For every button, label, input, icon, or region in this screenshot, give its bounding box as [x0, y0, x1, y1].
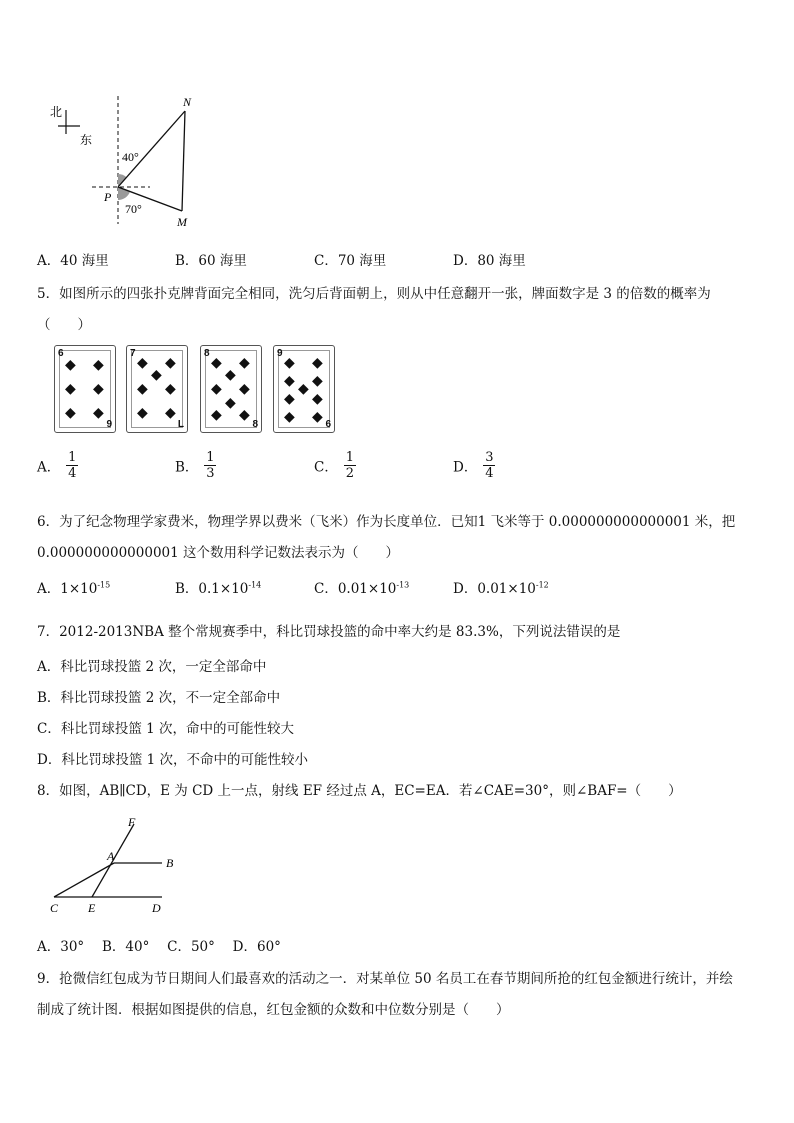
diamond-icon: ◆ — [65, 381, 76, 397]
diamond-icon: ◆ — [239, 407, 250, 423]
diamond-icon: ◆ — [312, 355, 323, 371]
diamond-icon: ◆ — [284, 373, 295, 389]
diamond-icon: ◆ — [137, 405, 148, 421]
diamond-icon: ◆ — [312, 409, 323, 425]
diamond-icon: ◆ — [284, 355, 295, 371]
q4-navigation-figure — [40, 94, 220, 234]
q4-option-c: C．70 海里 — [314, 253, 387, 269]
east-label: 东 — [80, 133, 93, 147]
diamond-icon: ◆ — [312, 391, 323, 407]
q8-parallel-lines-figure — [44, 812, 194, 918]
q5-option-c: C． $\frac{1}{2}$ — [314, 450, 354, 481]
playing-card-7: 7 L ◆ ◆ ◆ ◆ ◆ ◆ ◆ — [126, 345, 188, 433]
angle-40: 40° — [122, 150, 139, 164]
q6-option-d: D．$0.01\times 10^{-12}$ — [453, 580, 549, 597]
point-c: C — [50, 901, 59, 915]
point-n: N — [183, 95, 192, 109]
diamond-icon: ◆ — [298, 381, 309, 397]
q7-option-d: D．科比罚球投篮 1 次，不命中的可能性较小 — [37, 752, 308, 768]
diamond-icon: ◆ — [65, 357, 76, 373]
diamond-icon: ◆ — [239, 355, 250, 371]
q5-option-a: A． $\frac{1}{4}$ — [37, 450, 77, 481]
diamond-icon: ◆ — [65, 405, 76, 421]
diamond-icon: ◆ — [137, 355, 148, 371]
diamond-icon: ◆ — [93, 405, 104, 421]
q5-option-b: B． $\frac{1}{3}$ — [175, 450, 215, 481]
q7-option-a: A．科比罚球投篮 2 次，一定全部命中 — [37, 659, 267, 675]
q7-stem: 7．2012-2013NBA 整个常规赛季中，科比罚球投篮的命中率大约是 83.3%，下列说法错误的是 — [37, 624, 621, 640]
diamond-icon: ◆ — [284, 391, 295, 407]
point-f: F — [128, 815, 136, 829]
point-m: M — [177, 215, 187, 229]
diamond-icon: ◆ — [225, 395, 236, 411]
q7-option-b: B．科比罚球投篮 2 次，不一定全部命中 — [37, 690, 281, 706]
q5-stem-line1: 5．如图所示的四张扑克牌背面完全相同，洗匀后背面朝上，则从中任意翻开一张，牌面数字是 3 的倍数的概率为 — [37, 286, 711, 302]
q7-option-c: C．科比罚球投篮 1 次，命中的可能性较大 — [37, 721, 295, 737]
q8-stem: 8．如图，AB∥CD，E 为 CD 上一点，射线 EF 经过点 A，EC=EA．若∠CAE=30°，则∠BAF=（ ） — [37, 783, 682, 799]
diamond-icon: ◆ — [93, 357, 104, 373]
q5-stem-line2: （ ） — [37, 317, 91, 333]
q6-stem-line2: 0.000000000000001 这个数用科学记数法表示为（ ） — [37, 545, 400, 561]
q8-options: A．30° B．40° C．50° D．60° — [37, 939, 281, 955]
point-p: P — [104, 190, 112, 204]
point-b: B — [166, 856, 174, 870]
diamond-icon: ◆ — [151, 367, 162, 383]
diamond-icon: ◆ — [211, 407, 222, 423]
q4-option-a: A．40 海里 — [37, 253, 109, 269]
north-label: 北 — [50, 105, 63, 119]
q6-option-a: A．$1\times 10^{-15}$ — [37, 580, 111, 597]
angle-70: 70° — [125, 202, 142, 216]
point-d: D — [152, 901, 161, 915]
q6-stem-line1: 6．为了纪念物理学家费米，物理学界以费米（飞米）作为长度单位．已知1 飞米等于 0.000000000000001 米，把 — [37, 514, 736, 530]
q5-option-d: D． $\frac{3}{4}$ — [453, 450, 494, 481]
point-e: E — [88, 901, 96, 915]
diamond-icon: ◆ — [137, 381, 148, 397]
diamond-icon: ◆ — [312, 373, 323, 389]
playing-card-8: 8 8 ◆ ◆ ◆ ◆ ◆ ◆ ◆ ◆ — [200, 345, 262, 433]
diamond-icon: ◆ — [225, 367, 236, 383]
q9-stem-line1: 9．抢微信红包成为节日期间人们最喜欢的活动之一．对某单位 50 名员工在春节期间所抢的红包金额进行统计，并绘 — [37, 971, 733, 987]
diamond-icon: ◆ — [165, 381, 176, 397]
diamond-icon: ◆ — [165, 355, 176, 371]
diamond-icon: ◆ — [284, 409, 295, 425]
q4-option-b: B．60 海里 — [175, 253, 247, 269]
q4-option-d: D．80 海里 — [453, 253, 526, 269]
diamond-icon: ◆ — [211, 381, 222, 397]
diamond-icon: ◆ — [211, 355, 222, 371]
q6-option-b: B．$0.1\times 10^{-14}$ — [175, 580, 262, 597]
playing-card-6: 6 9 ◆ ◆ ◆ ◆ ◆ ◆ — [54, 345, 116, 433]
diamond-icon: ◆ — [239, 381, 250, 397]
diamond-icon: ◆ — [93, 381, 104, 397]
q9-stem-line2: 制成了统计图．根据如图提供的信息，红包金额的众数和中位数分别是（ ） — [37, 1002, 510, 1018]
q6-option-c: C．$0.01\times 10^{-13}$ — [314, 580, 410, 597]
diamond-icon: ◆ — [165, 405, 176, 421]
point-a: A — [107, 849, 115, 863]
playing-card-9: 9 6 ◆ ◆ ◆ ◆ ◆ ◆ ◆ ◆ ◆ — [273, 345, 335, 433]
